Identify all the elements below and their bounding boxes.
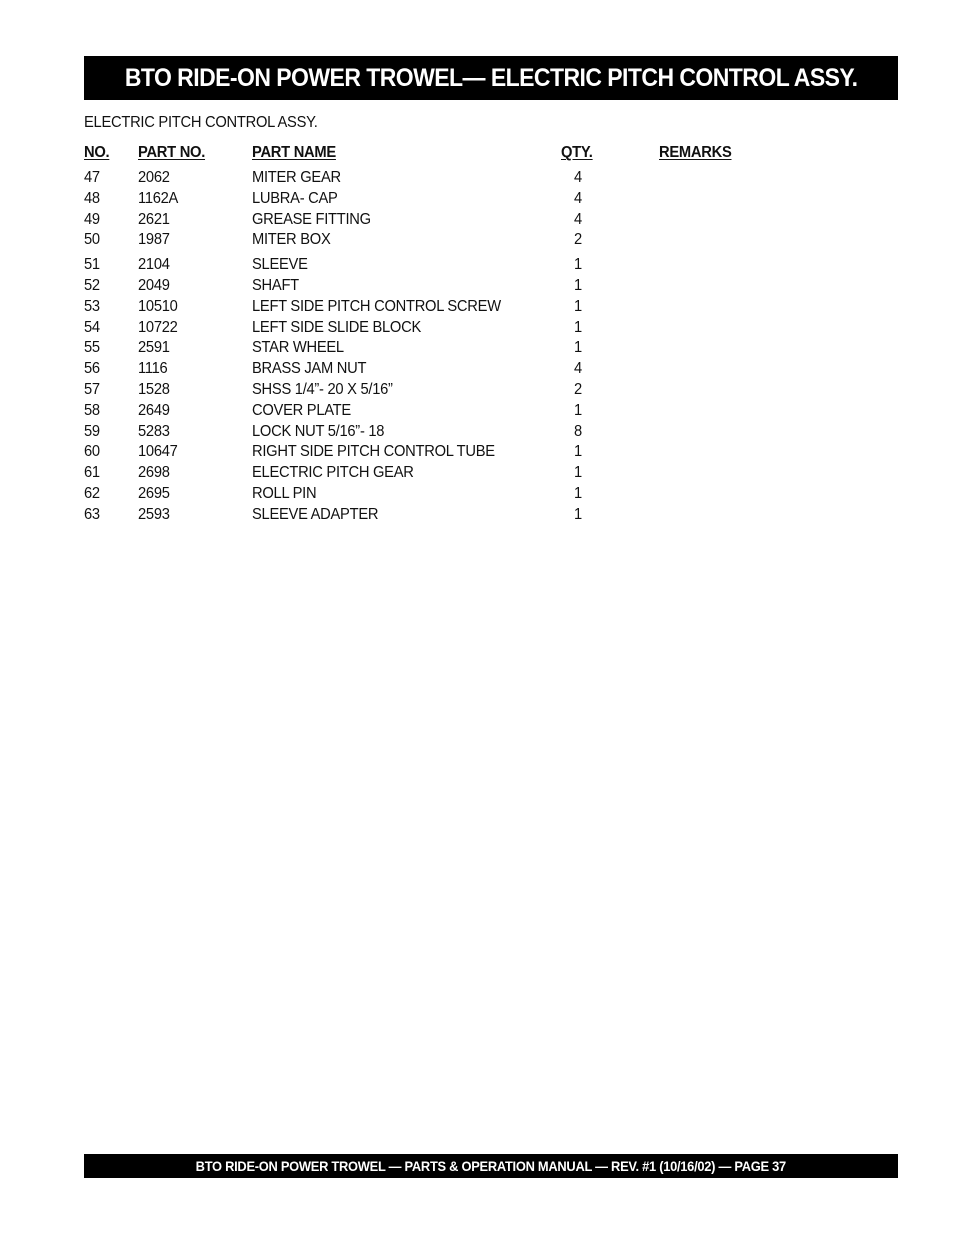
part-number-index: 56 [84,360,100,378]
part-number-index: 49 [84,210,100,228]
part-number: 1116 [138,360,168,378]
part-qty: 1 [574,401,582,419]
part-qty: 2 [574,380,582,398]
table-header-row [84,143,784,167]
part-number-index: 52 [84,276,100,294]
part-number: 2621 [138,210,170,228]
part-number-index: 54 [84,318,100,336]
part-number: 10510 [138,297,178,315]
part-qty: 1 [574,484,582,502]
part-number: 1528 [138,380,170,398]
part-number: 2049 [138,276,170,294]
column-header-part-no: PART NO. [138,144,206,161]
table-row [84,338,784,359]
part-number-index: 53 [84,297,100,315]
part-name: BRASS JAM NUT [252,360,367,378]
part-number-index: 48 [84,189,100,207]
table-row [84,230,784,251]
table-row [84,401,784,422]
column-header-qty: QTY. [561,144,593,161]
part-name: LEFT SIDE PITCH CONTROL SCREW [252,297,501,315]
part-number: 5283 [138,422,170,440]
part-name: SLEEVE ADAPTER [252,505,379,523]
part-qty: 1 [574,297,582,315]
part-number: 2593 [138,505,170,523]
part-qty: 1 [574,443,582,461]
footer-bar [84,1154,898,1178]
column-header-remarks: REMARKS [659,144,732,161]
part-qty: 1 [574,256,582,274]
part-number: 1987 [138,231,170,249]
part-qty: 1 [574,505,582,523]
page-title-bar [84,56,898,100]
part-name: MITER GEAR [252,169,341,186]
table-row [84,168,784,189]
part-qty: 1 [574,318,582,336]
part-number: 2591 [138,339,170,357]
table-row [84,505,784,526]
part-number: 1162A [138,189,179,207]
part-number-index: 63 [84,505,100,523]
table-row [84,318,784,339]
table-row [84,210,784,231]
part-number-index: 58 [84,401,100,419]
footer-text: BTO RIDE-ON POWER TROWEL — PARTS & OPERATION MANUAL — REV. #1 (10/16/02) — PAGE 37 [195,1158,787,1174]
part-number: 2695 [138,484,170,502]
part-number: 2104 [138,256,170,274]
table-row [84,484,784,505]
part-name: RIGHT SIDE PITCH CONTROL TUBE [252,443,495,461]
part-number: 2698 [138,464,170,482]
part-number-index: 55 [84,339,100,357]
part-qty: 2 [574,231,582,249]
part-name: ELECTRIC PITCH GEAR [252,464,414,482]
part-number: 2062 [138,169,170,186]
part-qty: 4 [574,360,582,378]
part-name: STAR WHEEL [252,339,344,357]
part-name: LUBRA- CAP [252,189,338,207]
part-number: 10722 [138,318,178,336]
part-number: 10647 [138,443,178,461]
table-row [84,463,784,484]
page-title: BTO RIDE-ON POWER TROWEL— ELECTRIC PITCH CONTROL ASSY. [124,63,858,92]
table-row [84,297,784,318]
part-qty: 8 [574,422,582,440]
table-body [84,168,784,526]
part-number-index: 62 [84,484,100,502]
part-number-index: 50 [84,231,100,249]
part-number-index: 51 [84,256,100,274]
part-name: SHSS 1/4”- 20 X 5/16” [252,380,393,398]
part-name: SHAFT [252,276,299,294]
part-name: COVER PLATE [252,401,351,419]
table-row [84,359,784,380]
part-qty: 4 [574,189,582,207]
column-header-part-name: PART NAME [252,144,336,161]
part-name: LOCK NUT 5/16”- 18 [252,422,385,440]
parts-table [84,143,784,526]
section-label: ELECTRIC PITCH CONTROL ASSY. [84,114,318,131]
part-number-index: 47 [84,169,100,186]
part-name: ROLL PIN [252,484,317,502]
part-qty: 1 [574,276,582,294]
part-qty: 1 [574,339,582,357]
table-row [84,189,784,210]
part-number-index: 61 [84,464,100,482]
table-row [84,276,784,297]
part-number-index: 59 [84,422,100,440]
table-row [84,442,784,463]
part-name: LEFT SIDE SLIDE BLOCK [252,318,422,336]
part-number-index: 60 [84,443,100,461]
part-number: 2649 [138,401,170,419]
part-qty: 4 [574,169,582,186]
part-qty: 1 [574,464,582,482]
table-row [84,422,784,443]
part-name: MITER BOX [252,231,331,249]
part-qty: 4 [574,210,582,228]
part-name: SLEEVE [252,256,308,274]
column-header-no: NO. [84,144,110,161]
table-row [84,255,784,276]
table-row [84,380,784,401]
part-number-index: 57 [84,380,100,398]
part-name: GREASE FITTING [252,210,371,228]
